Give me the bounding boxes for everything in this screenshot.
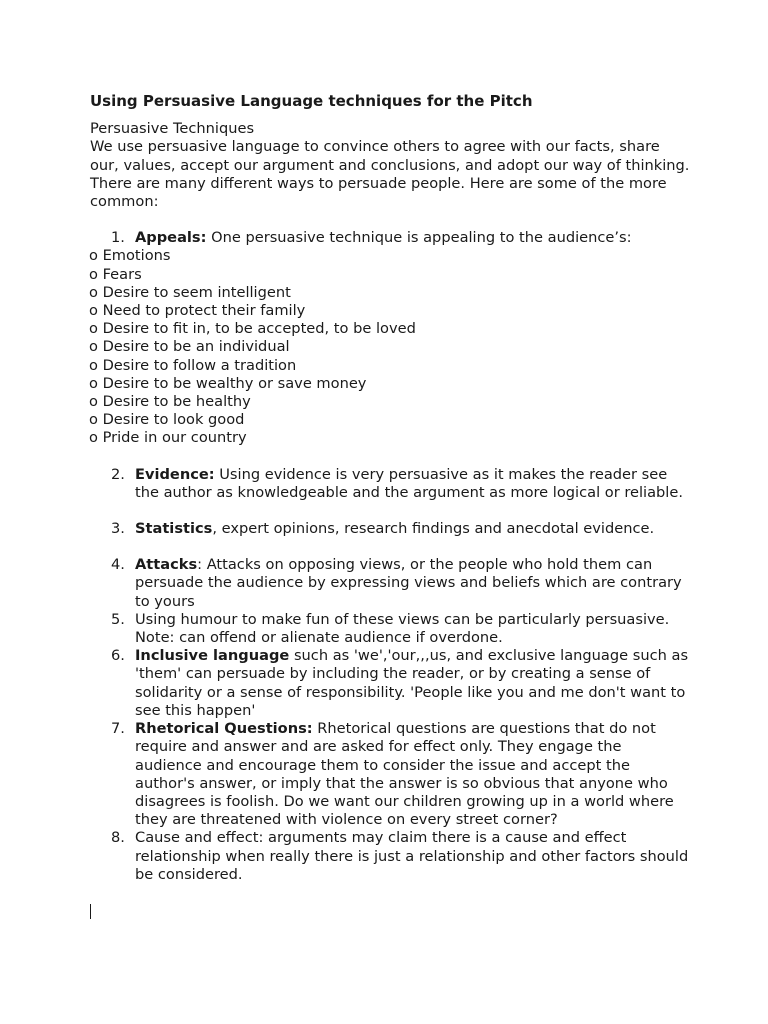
item-text: Using evidence is very persuasive as it makes the reader see the author as knowledgeable and the argument as more logical or reliable.	[135, 465, 683, 501]
item-text: Using humour to make fun of these views can be particularly persuasive. Note: can offend or alienate audience if overdone.	[135, 610, 670, 647]
bullet-item: o Desire to be healthy	[89, 393, 251, 411]
list-number: 2.	[111, 465, 125, 483]
item-text: Rhetorical questions are questions that do not require and answer and are asked for effect only. They engage the audience and encourage them to consider the issue and accept the author's answer, or imply that the answer is so obvious that anyone who disagrees is foolish. Do we want our children growing up in a world where they are threatened with violence on every street corner?	[135, 720, 674, 829]
list-item-inclusive-language	[90, 647, 690, 720]
bullet-item: o Pride in our country	[89, 429, 247, 447]
item-heading: Appeals:	[135, 229, 207, 247]
list-number: 5.	[111, 610, 125, 628]
bullet-item: o Need to protect their family	[89, 302, 306, 320]
list-number: 7.	[111, 720, 125, 738]
list-item-statistics	[90, 520, 690, 538]
list-item-humour	[90, 611, 690, 647]
item-heading: Attacks	[135, 556, 198, 574]
item-heading: Evidence:	[135, 465, 215, 483]
text-cursor[interactable]	[90, 904, 91, 919]
item-heading: Inclusive language	[135, 647, 290, 665]
spacer	[90, 502, 690, 520]
list-item-cause-and-effect	[90, 829, 690, 884]
list-number: 8.	[111, 829, 125, 847]
list-item-rhetorical-questions	[90, 720, 690, 829]
bullet-item: o Desire to be wealthy or save money	[89, 374, 367, 392]
item-text: One persuasive technique is appealing to the audience’s:	[206, 229, 632, 247]
bullet-item: o Desire to follow a tradition	[89, 356, 297, 374]
list-item-evidence	[90, 466, 690, 502]
list-number: 6.	[111, 647, 125, 665]
section-heading: Persuasive Techniques	[90, 120, 255, 138]
item-text: : Attacks on opposing views, or the people who hold them can persuade the audience by expressing views and beliefs which are contrary to yours	[135, 556, 682, 610]
bullet-item: o Desire to look good	[89, 411, 245, 429]
item-heading: Statistics	[135, 520, 213, 538]
document-page	[90, 92, 690, 884]
appeals-bullet-list	[89, 247, 690, 447]
list-item-attacks	[90, 556, 690, 611]
intro-paragraph: We use persuasive language to convince others to agree with our facts, share our, values, accept our argument and conclusions, and adopt our way of thinking. There are many different ways to persuade people. Here are some of the more common:	[90, 138, 690, 211]
item-heading: Rhetorical Questions:	[135, 720, 313, 738]
bullet-item: o Desire to seem intelligent	[89, 283, 291, 301]
bullet-item: o Emotions	[89, 247, 171, 265]
list-number: 3.	[111, 520, 125, 538]
item-text: such as 'we','our,,,us, and exclusive language such as 'them' can persuade by including the reader, or by creating a sense of solidarity or a sense of responsibility. 'People like you and me don't want to see this happen'	[135, 647, 689, 719]
item-text: , expert opinions, research findings and anecdotal evidence.	[212, 520, 655, 538]
bullet-item: o Fears	[89, 265, 142, 283]
bullet-item: o Desire to fit in, to be accepted, to be loved	[89, 320, 416, 338]
list-item-appeals	[90, 229, 690, 247]
list-number: 1.	[111, 229, 125, 247]
list-number: 4.	[111, 556, 125, 574]
spacer	[90, 538, 690, 556]
item-text: Cause and effect: arguments may claim there is a cause and effect relationship when really there is just a relationship and other factors should be considered.	[135, 829, 689, 883]
document-title: Using Persuasive Language techniques for the Pitch	[90, 92, 533, 110]
bullet-item: o Desire to be an individual	[89, 338, 290, 356]
spacer	[90, 448, 690, 466]
